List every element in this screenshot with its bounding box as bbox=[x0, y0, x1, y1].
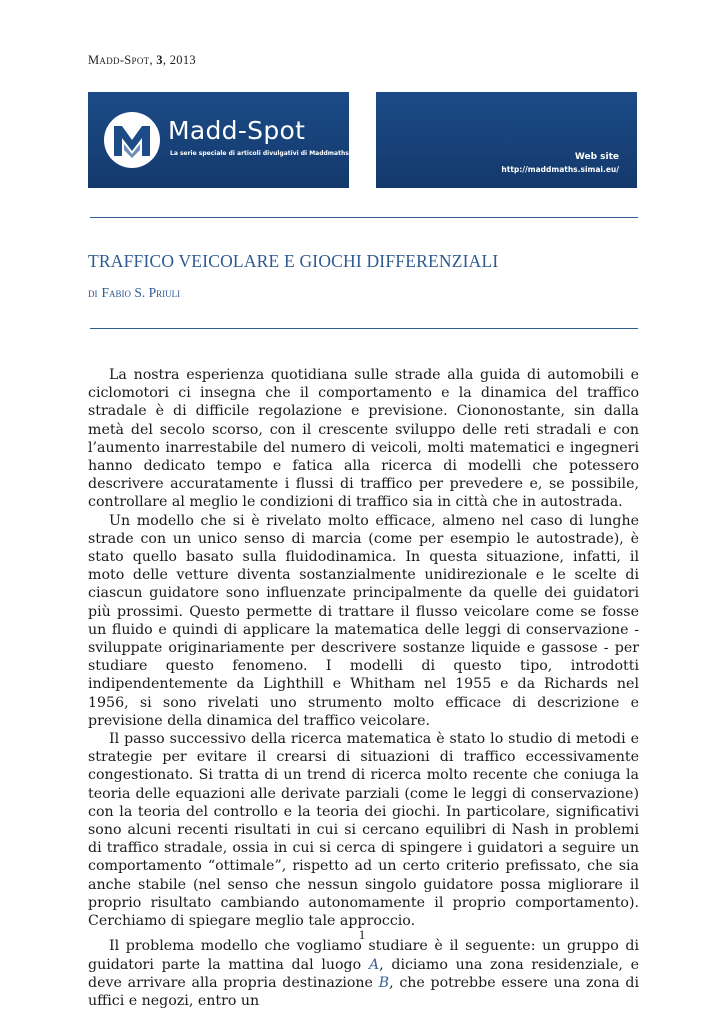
variable-a: A bbox=[368, 956, 380, 973]
madd-spot-m-logo-icon bbox=[104, 112, 160, 168]
bottom-divider bbox=[90, 328, 638, 329]
paragraph-4 bbox=[88, 937, 639, 1010]
year: 2013 bbox=[169, 53, 196, 67]
volume-number: 3 bbox=[156, 53, 163, 67]
author-name: Fabio S. Priuli bbox=[101, 285, 181, 300]
website-label: Web site bbox=[574, 152, 619, 162]
article-title: TRAFFICO VEICOLARE E GIOCHI DIFFERENZIALI bbox=[88, 251, 499, 271]
page-number: 1 bbox=[358, 927, 366, 942]
paragraph-2: Un modello che si è rivelato molto efficace, almeno nel caso di lunghe strade con un unico senso di marcia (come per esempio le autostrade), è stato quello basato sulla fluidodinamica. In questa situazione, infatti, il moto delle vetture diventa sostanzialmente unidirezionale e le scelte di ciascun guidatore sono influenzate principalmente da quelle dei guidatori più prossimi. Questo permette di trattare il flusso veicolare come se fosse un fluido e quindi di applicare la matematica delle leggi di conservazione - sviluppate originariamente per descrivere sostanze liquide e gassose - per studiare questo fenomeno. I modelli di questo tipo, introdotti indipendentemente da Lighthill e Whitham nel 1955 e da Richards nel 1956, si sono rivelati uno strumento molto efficace di descrizione e previsione della dinamica del traffico veicolare. bbox=[88, 512, 639, 729]
byline bbox=[88, 285, 184, 301]
byline-prefix: di bbox=[88, 285, 98, 300]
paragraph-3: Il passo successivo della ricerca matematica è stato lo studio di metodi e strategie per evitare il crearsi di situazioni di traffico eccessivamente congestionato. Si tratta di un trend di ricerca molto recente che coniuga la teoria delle equazioni alle derivate parziali (come le leggi di conservazione) con la teoria del controllo e la teoria dei giochi. In particolare, significativi sono alcuni recenti risultati in cui si cercano equilibri di Nash in problemi di traffico stradale, ossia in cui si cerca di spingere i guidatori a seguire un comportamento “ottimale”, rispetto ad un certo criterio prefissato, che sia anche stabile (nel senso che nessun singolo guidatore possa migliorare il proprio risultato cambiando autonomamente il proprio comportamento). Cerchiamo di spiegare meglio tale approccio. bbox=[88, 731, 639, 930]
logo-subtitle: La serie speciale di articoli divulgativi di Maddmaths! bbox=[170, 150, 352, 157]
top-divider bbox=[90, 217, 638, 218]
paragraph-4-part-3: , che potrebbe essere una zona di uffici e negozi, entro un bbox=[88, 974, 640, 1009]
website-banner bbox=[376, 92, 637, 188]
website-url-link[interactable]: http://maddmaths.simai.eu/ bbox=[501, 165, 619, 174]
journal-name: Madd-Spot bbox=[88, 53, 150, 67]
running-header: Madd-Spot, 3, 2013 bbox=[88, 53, 196, 67]
logo-title: Madd-Spot bbox=[168, 116, 306, 145]
article-body bbox=[88, 366, 639, 1010]
paragraph-4-part-1: Il problema modello che vogliamo studiare è il seguente: un gruppo di guidatori parte la mattina dal luogo bbox=[88, 938, 639, 973]
paragraph-4-part-2: , diciamo una zona residenziale, e deve arrivare alla propria destinazione bbox=[88, 956, 640, 991]
variable-b: B bbox=[378, 974, 390, 991]
paragraph-1: La nostra esperienza quotidiana sulle strade alla guida di automobili e ciclomotori ci insegna che il comportamento e la dinamica del traffico stradale è di difficile regolazione e previsione. Ciononostante, sin dalla metà del secolo scorso, con il crescente sviluppo delle reti stradali e con l’aumento inarrestabile del numero di veicoli, molti matematici e ingegneri hanno dedicato tempo e fatica alla ricerca di modelli che potessero descrivere accuratamente i flussi di traffico per prevedere e, se possibile, controllare al meglio le condizioni di traffico sia in città che in autostrada. bbox=[88, 367, 639, 511]
madd-spot-logo-banner bbox=[88, 92, 352, 188]
